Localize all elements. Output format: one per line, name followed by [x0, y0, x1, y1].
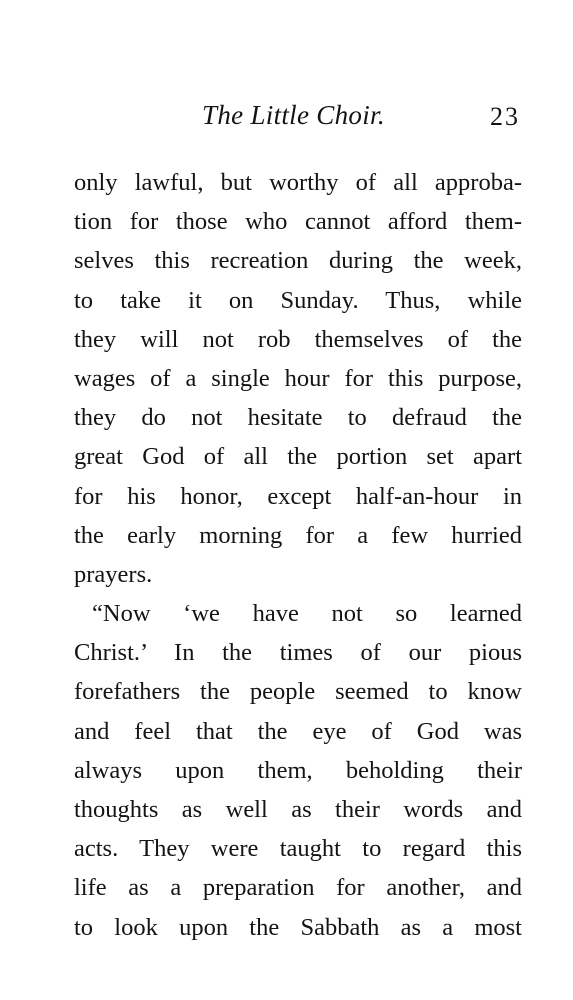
text-line: always upon them, beholding their [74, 756, 522, 784]
text-line: the early morning for a few hurried [74, 521, 522, 549]
text-line: to look upon the Sabbath as a most [74, 913, 522, 941]
text-line: wages of a single hour for this purpose, [74, 364, 522, 392]
running-title: The Little Choir. [202, 100, 385, 130]
text-line: only lawful, but worthy of all approba- [74, 169, 522, 196]
text-line: they do not hesitate to defraud the [74, 404, 522, 432]
paragraph-start-line: “Now ‘we have not so learned [92, 600, 522, 628]
text-line: great God of all the portion set apart [74, 443, 522, 471]
text-line: for his honor, except half-an-hour in [74, 482, 522, 510]
text-line: acts. They were taught to regard this [74, 835, 522, 863]
text-line: thoughts as well as their words and [74, 796, 522, 823]
text-line: tion for those who cannot afford them- [74, 208, 522, 236]
paragraph-end-line: prayers. [74, 560, 153, 588]
text-line: they will not rob themselves of the [74, 325, 522, 353]
text-line: and feel that the eye of God was [74, 717, 522, 745]
running-head [74, 100, 520, 140]
text-line: selves this recreation during the week, [74, 247, 522, 275]
text-line: to take it on Sunday. Thus, while [74, 286, 522, 314]
text-line: Christ.’ In the times of our pious [74, 639, 522, 667]
page-number: 23 [490, 102, 520, 131]
text-line: forefathers the people seemed to know [74, 678, 522, 706]
body-text [74, 163, 522, 947]
text-line: life as a preparation for another, and [74, 874, 522, 902]
